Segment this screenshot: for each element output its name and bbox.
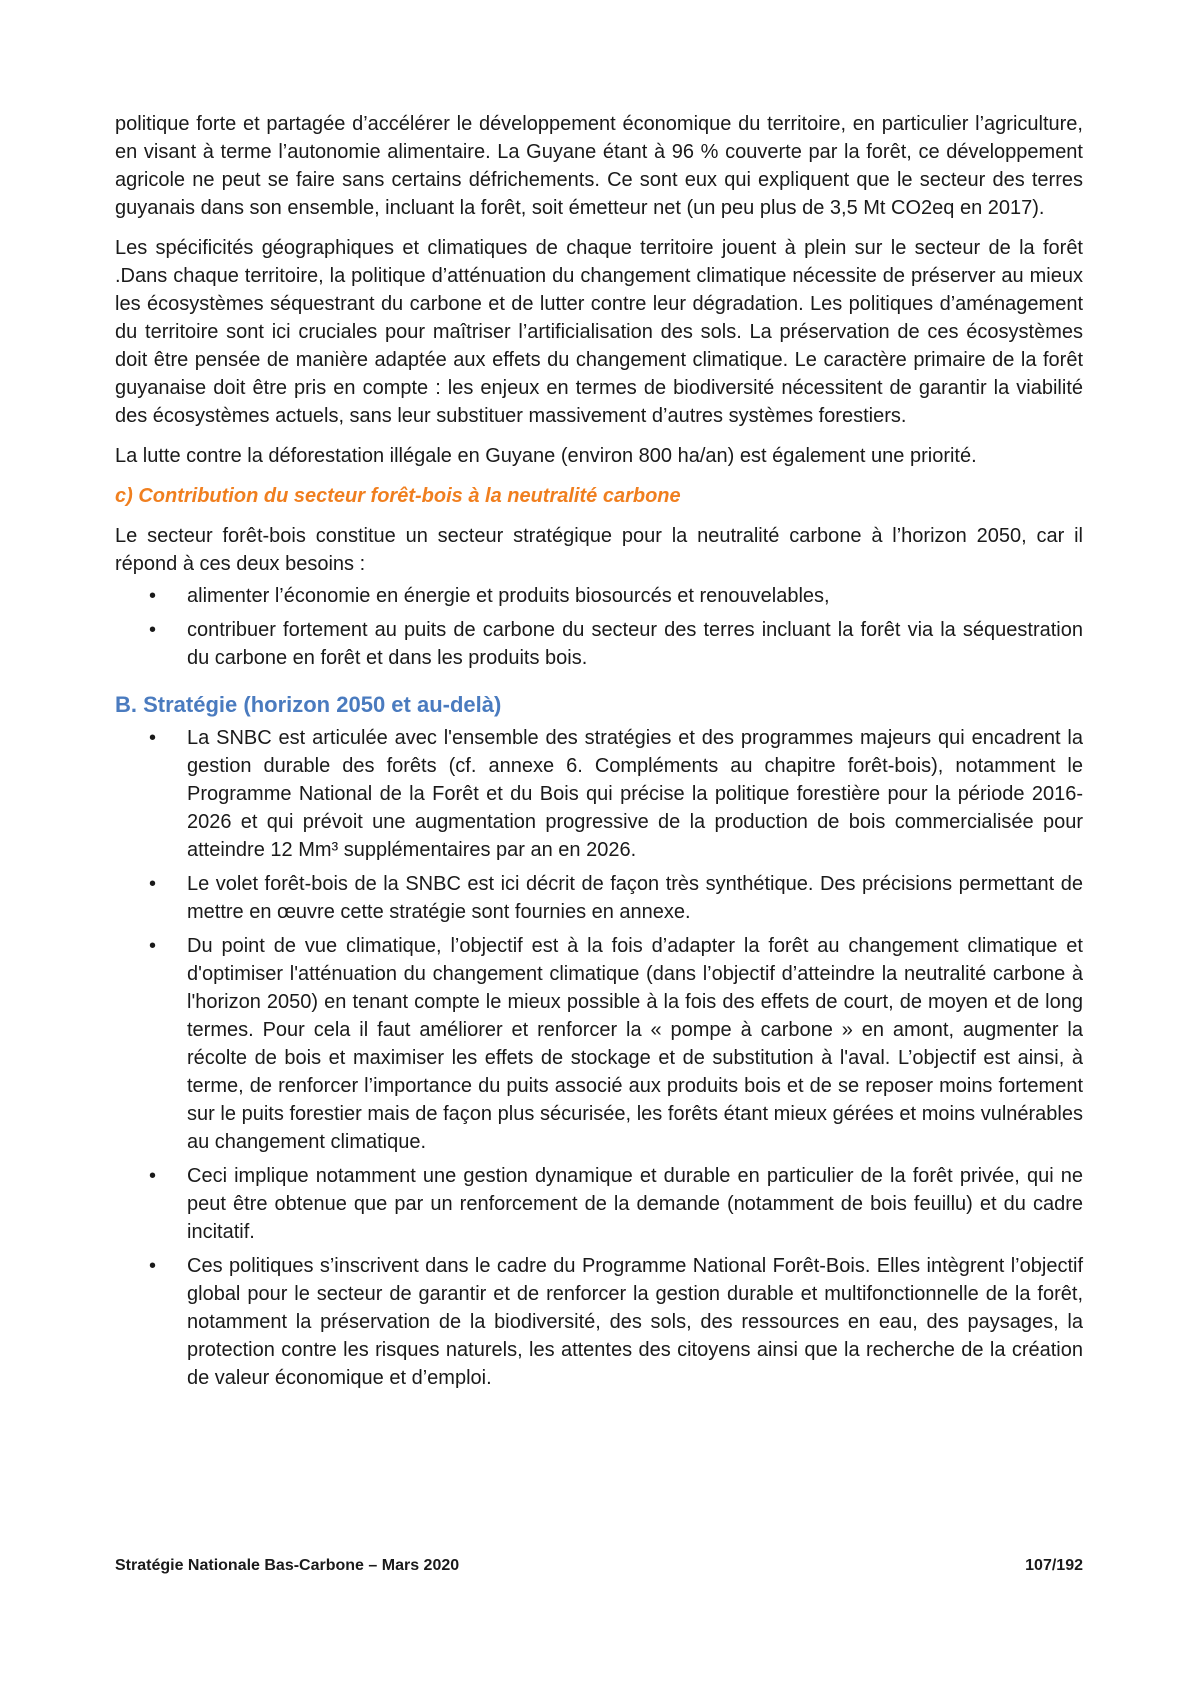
list-item (115, 724, 1083, 864)
list-item-text: Ces politiques s’inscrivent dans le cadre du Programme National Forêt-Bois. Elles intègrent l’objectif global pour le secteur de garantir et de renforcer la gestion durable et multifonctionnelle de la forêt, notamment la préservation de la biodiversité, des sols, des ressources en eau, des paysages, la protection contre les risques naturels, les attentes des citoyens ainsi que la recherche de la création de valeur économique et d’emploi. (187, 1255, 1083, 1389)
footer-document-title: Stratégie Nationale Bas-Carbone – Mars 2020 (115, 1557, 460, 1574)
bullet-icon: • (149, 619, 157, 641)
page-footer (115, 1556, 1083, 1576)
list-item-text: alimenter l’économie en énergie et produits biosourcés et renouvelables, (187, 585, 830, 607)
list-item (115, 932, 1083, 1156)
list-item-text: contribuer fortement au puits de carbone du secteur des terres incluant la forêt via la séquestration du carbone en forêt et dans les produits bois. (187, 619, 1083, 669)
list-item-text: Ceci implique notamment une gestion dynamique et durable en particulier de la forêt privée, qui ne peut être obtenue que par un renforcement de la demande (notamment de bois feuillu) et du cadre incitatif. (187, 1165, 1083, 1243)
list-item (115, 616, 1083, 672)
list-item (115, 870, 1083, 926)
list-item (115, 1162, 1083, 1246)
paragraph-guyane-agriculture: politique forte et partagée d’accélérer le développement économique du territoire, en particulier l’agriculture, en visant à terme l’autonomie alimentaire. La Guyane étant à 96 % couverte par la forêt, ce développement agricole ne peut se faire sans certains défrichements. Ce sont eux qui expliquent que le secteur des terres guyanais dans son ensemble, incluant la forêt, soit émetteur net (un peu plus de 3,5 Mt CO2eq en 2017). (115, 113, 1083, 219)
section-heading: B. Stratégie (horizon 2050 et au-delà) (115, 692, 502, 717)
bullet-icon: • (149, 1165, 157, 1187)
document-page (115, 110, 1083, 1398)
bullet-icon: • (149, 727, 157, 749)
bullet-icon: • (149, 585, 157, 607)
list-item-text: La SNBC est articulée avec l'ensemble des stratégies et des programmes majeurs qui encadrent la gestion durable des forêts (cf. annexe 6. Compléments au chapitre forêt-bois), notamment le Programme National de la Forêt et du Bois qui précise la politique forestière pour la période 2016-2026 et qui prévoit une augmentation progressive de la production de bois commercialisée pour atteindre 12 Mm³ supplémentaires par an en 2026. (187, 727, 1083, 861)
footer-page-number: 107/192 (1025, 1557, 1083, 1574)
list-item-text: Du point de vue climatique, l’objectif est à la fois d’adapter la forêt au changement climatique et d'optimiser l'atténuation du changement climatique (dans l’objectif d’atteindre la neutralité carbone à l'horizon 2050) en tenant compte le mieux possible à la fois des effets de court, de moyen et de long termes. Pour cela il faut améliorer et renforcer la « pompe à carbone » en amont, augmenter la récolte de bois et maximiser les effets de stockage et de substitution à l'aval. L’objectif est ainsi, à terme, de renforcer l’importance du puits associé aux produits bois et de se reposer moins fortement sur le puits forestier mais de façon plus sécurisée, les forêts étant mieux gérées et moins vulnérables au changement climatique. (187, 935, 1083, 1153)
list-item (115, 1252, 1083, 1392)
section-bullet-list (115, 724, 1083, 1392)
list-item (115, 582, 1083, 610)
subsection-heading: c) Contribution du secteur forêt-bois à la neutralité carbone (115, 485, 681, 507)
paragraph-territorial-specifics: Les spécificités géographiques et climatiques de chaque territoire jouent à plein sur le secteur de la forêt .Dans chaque territoire, la politique d’atténuation du changement climatique nécessite de préserver au mieux les écosystèmes séquestrant du carbone et de lutter contre leur dégradation. Les politiques d’aménagement du territoire sont ici cruciales pour maîtriser l’artificialisation des sols. La préservation de ces écosystèmes doit être pensée de manière adaptée aux effets du changement climatique. Le caractère primaire de la forêt guyanaise doit être pris en compte : les enjeux en termes de biodiversité nécessitent de garantir la viabilité des écosystèmes actuels, sans leur substituer massivement d’autres systèmes forestiers. (115, 237, 1083, 427)
list-item-text: Le volet forêt-bois de la SNBC est ici décrit de façon très synthétique. Des précisions permettant de mettre en œuvre cette stratégie sont fournies en annexe. (187, 873, 1083, 923)
subsection-bullet-list (115, 582, 1083, 672)
subsection-intro: Le secteur forêt-bois constitue un secteur stratégique pour la neutralité carbone à l’horizon 2050, car il répond à ces deux besoins : (115, 525, 1083, 575)
bullet-icon: • (149, 873, 157, 895)
bullet-icon: • (149, 935, 157, 957)
bullet-icon: • (149, 1255, 157, 1277)
paragraph-illegal-deforestation: La lutte contre la déforestation illégale en Guyane (environ 800 ha/an) est également une priorité. (115, 445, 977, 467)
